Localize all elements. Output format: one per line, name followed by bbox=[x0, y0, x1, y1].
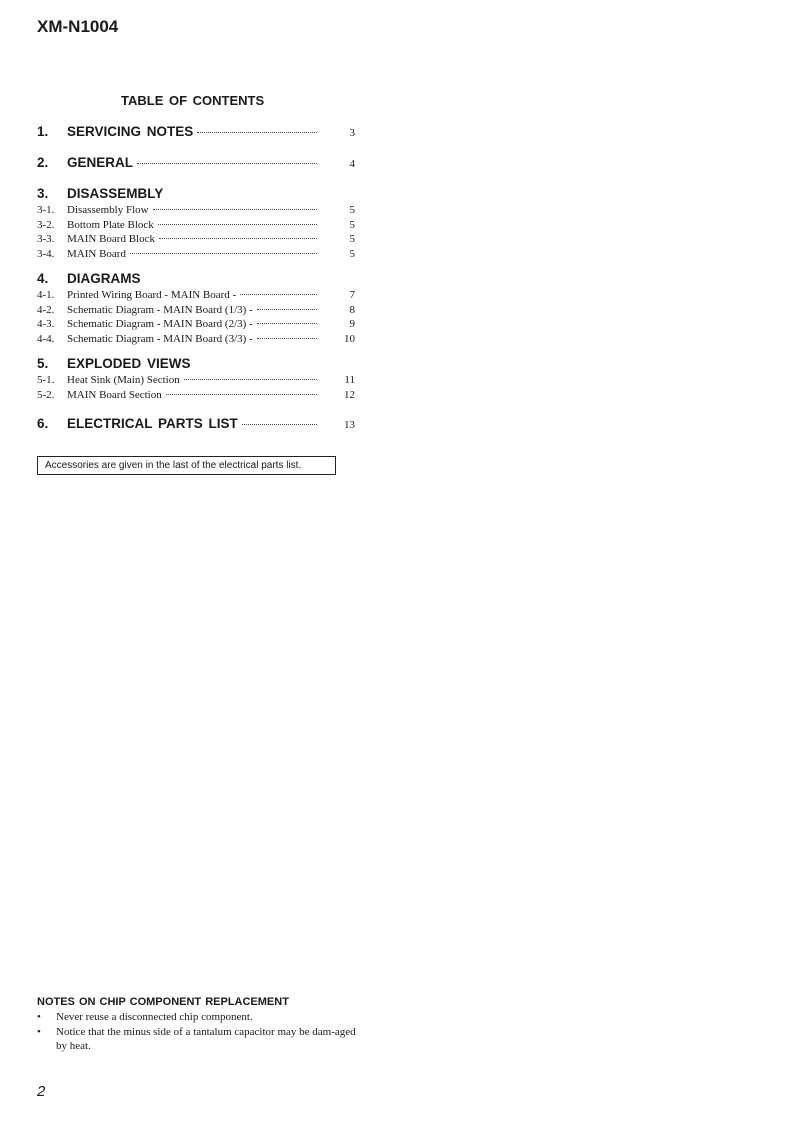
page-ref: 8 bbox=[349, 303, 355, 316]
dot-leader bbox=[240, 294, 317, 295]
item-number: 4-2. bbox=[37, 303, 55, 316]
note-text: Never reuse a disconnected chip component. bbox=[56, 1011, 253, 1023]
toc-item[interactable] bbox=[37, 303, 355, 318]
item-number: 4-4. bbox=[37, 332, 55, 345]
dot-leader bbox=[158, 224, 317, 225]
item-title: Bottom Plate Block bbox=[67, 218, 154, 231]
item-title: Printed Wiring Board - MAIN Board - bbox=[67, 289, 237, 301]
page-ref: 9 bbox=[349, 318, 355, 330]
section-number: 5. bbox=[37, 356, 49, 371]
item-title: Schematic Diagram - MAIN Board (2/3) - bbox=[67, 318, 253, 330]
dot-leader bbox=[257, 323, 317, 324]
item-number: 3-3. bbox=[37, 233, 55, 245]
note-bullet bbox=[37, 1010, 357, 1025]
page-ref: 5 bbox=[349, 218, 355, 231]
item-number: 3-1. bbox=[37, 204, 55, 216]
item-number: 5-1. bbox=[37, 374, 55, 386]
section-title: ELECTRICAL PARTS LIST bbox=[67, 416, 238, 431]
page-ref: 4 bbox=[349, 158, 355, 170]
toc-section-disassembly bbox=[37, 185, 355, 203]
item-title: Schematic Diagram - MAIN Board (1/3) - bbox=[67, 303, 253, 316]
toc-item[interactable] bbox=[37, 247, 355, 262]
notes-title: NOTES ON CHIP COMPONENT REPLACEMENT bbox=[37, 996, 289, 1008]
dot-leader bbox=[197, 132, 317, 133]
bullet-icon: • bbox=[37, 1025, 41, 1038]
item-title: MAIN Board Block bbox=[67, 233, 155, 245]
note-bullet bbox=[37, 1025, 357, 1054]
page-ref: 13 bbox=[344, 419, 355, 431]
toc-item[interactable] bbox=[37, 232, 355, 247]
section-number: 1. bbox=[37, 124, 49, 139]
dot-leader bbox=[130, 253, 317, 254]
toc-section-diagrams bbox=[37, 270, 355, 288]
item-number: 4-3. bbox=[37, 318, 55, 330]
page-number: 2 bbox=[37, 1083, 46, 1100]
toc-section-servicing-notes[interactable] bbox=[37, 123, 355, 141]
section-number: 3. bbox=[37, 186, 49, 201]
toc-item[interactable] bbox=[37, 332, 355, 347]
note-text: Notice that the minus side of a tantalum capacitor may be dam-aged by heat. bbox=[56, 1025, 356, 1052]
page-ref: 5 bbox=[349, 233, 355, 245]
dot-leader bbox=[242, 424, 317, 425]
chip-replacement-notes bbox=[37, 996, 357, 1054]
toc-item[interactable] bbox=[37, 373, 355, 388]
toc-title: TABLE OF CONTENTS bbox=[121, 93, 265, 108]
dot-leader bbox=[257, 338, 317, 339]
toc-section-exploded-views bbox=[37, 355, 355, 373]
table-of-contents bbox=[37, 123, 355, 433]
item-title: Heat Sink (Main) Section bbox=[67, 374, 180, 386]
page-ref: 5 bbox=[349, 247, 355, 260]
model-number: XM-N1004 bbox=[37, 17, 119, 36]
dot-leader bbox=[153, 209, 317, 210]
page-ref: 10 bbox=[344, 332, 355, 345]
toc-item[interactable] bbox=[37, 203, 355, 218]
toc-item[interactable] bbox=[37, 317, 355, 332]
dot-leader bbox=[137, 163, 317, 164]
section-title: GENERAL bbox=[67, 155, 134, 170]
section-number: 2. bbox=[37, 155, 49, 170]
item-title: Schematic Diagram - MAIN Board (3/3) - bbox=[67, 332, 253, 345]
dot-leader bbox=[159, 238, 317, 239]
section-title: DISASSEMBLY bbox=[67, 186, 164, 201]
page-ref: 3 bbox=[349, 127, 355, 139]
dot-leader bbox=[166, 394, 317, 395]
page-ref: 5 bbox=[349, 204, 355, 216]
page-ref: 11 bbox=[344, 374, 355, 386]
dot-leader bbox=[184, 379, 317, 380]
accessories-note: Accessories are given in the last of the electrical parts list. bbox=[37, 456, 336, 475]
toc-item[interactable] bbox=[37, 288, 355, 303]
toc-item[interactable] bbox=[37, 388, 355, 403]
page-ref: 7 bbox=[349, 289, 355, 301]
toc-section-general[interactable] bbox=[37, 154, 355, 172]
toc-item[interactable] bbox=[37, 218, 355, 233]
item-title: MAIN Board Section bbox=[67, 388, 162, 401]
section-title: DIAGRAMS bbox=[67, 271, 141, 286]
dot-leader bbox=[257, 309, 317, 310]
section-title: SERVICING NOTES bbox=[67, 124, 194, 139]
page-ref: 12 bbox=[344, 388, 355, 401]
item-title: Disassembly Flow bbox=[67, 204, 149, 216]
item-number: 5-2. bbox=[37, 388, 55, 401]
section-title: EXPLODED VIEWS bbox=[67, 356, 191, 371]
item-title: MAIN Board bbox=[67, 247, 126, 260]
bullet-icon: • bbox=[37, 1011, 41, 1023]
item-number: 4-1. bbox=[37, 289, 55, 301]
section-number: 4. bbox=[37, 271, 49, 286]
toc-section-electrical-parts-list[interactable] bbox=[37, 415, 355, 433]
item-number: 3-4. bbox=[37, 247, 55, 260]
section-number: 6. bbox=[37, 416, 49, 431]
item-number: 3-2. bbox=[37, 218, 55, 231]
